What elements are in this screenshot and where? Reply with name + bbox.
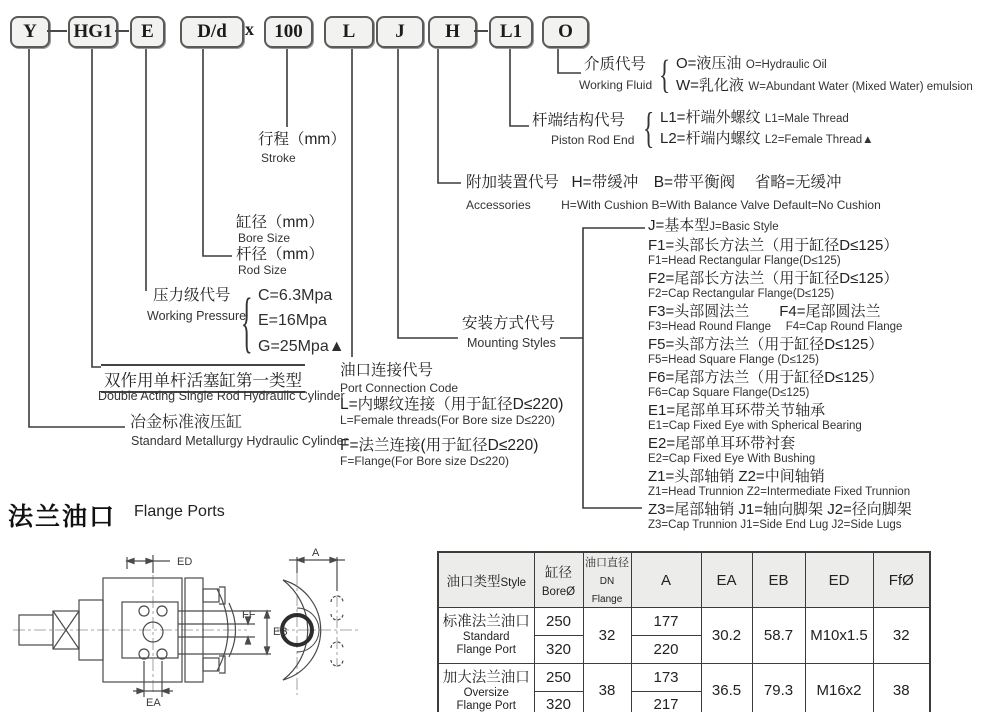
mounting-styles-list [648,217,912,534]
accessories-row-cn [466,174,841,192]
port-connection-f-cn: F=法兰连接(用于缸径D≤220) [340,437,539,454]
cell-dn: 38 [598,682,616,700]
rod-end-option-l1 [660,109,849,127]
dash-icon [115,30,129,32]
multiply-sign: x [245,19,254,39]
cell-style-cn: 标准法兰油口 [442,614,530,630]
rod-end-label-en: Piston Rod End [551,133,635,147]
rod-size-label-en: Rod Size [238,263,287,277]
header-eb: EB [752,552,805,608]
mounting-item-cn: Z3=尾部轴销 J1=轴向脚架 J2=径向脚架 [648,501,912,518]
cell-style-en2: Flange Port [456,644,516,656]
header-style-cn: 油口类型 [446,573,501,589]
header-style [438,552,534,608]
fluid-o-cn: O=液压油 [676,55,742,72]
mounting-item [648,303,912,334]
accessories-label-en: Accessories [466,198,531,212]
port-connection-l-cn: L=内螺纹连接（用于缸径D≤220) [340,396,564,413]
port-connection-label-cn: 油口连接代号 [340,362,434,379]
fluid-w-cn: W=乳化液 [676,77,744,94]
fluid-option-o [676,55,827,73]
code-box-o: O [542,16,589,48]
mounting-item-en: F5=Head Square Flange (D≤125) [648,354,819,366]
cell-style-standard [438,608,534,664]
std-cylinder-label-cn: 冶金标准液压缸 [130,414,243,431]
fluid-option-w [676,77,973,95]
code-box-l: L [324,16,374,48]
header-dn-cn: 油口直径 [585,557,629,569]
brace-icon: { [643,104,655,152]
mounting-item [648,402,912,433]
cell-dn: 32 [598,626,616,644]
cell-ea: 30.2 [711,626,742,644]
dim-label-eb: EB [273,626,288,638]
rod-end-option-l2 [660,130,874,148]
header-style-en: Style [500,576,527,589]
mounting-item-cn: F1=头部长方法兰（用于缸径D≤125） [648,237,899,254]
working-fluid-label-en: Working Fluid [579,78,653,92]
cell-style-en1: Standard [462,631,510,643]
flange-ports-table [437,551,931,712]
header-dn [583,552,631,608]
header-bore-en: BoreØ [541,585,576,598]
table-header-row [438,552,930,608]
mounting-item [648,501,912,532]
pressure-label-cn: 压力级代号 [153,287,231,304]
brace-icon: { [241,286,253,361]
cell-style-en2: Flange Port [456,699,516,712]
mounting-item-en: Z1=Head Trunnion Z2=Intermediate Fixed Trunnion [648,486,911,498]
std-cylinder-label-en: Standard Metallurgy Hydraulic Cylinder [131,434,348,448]
table-row [438,664,930,692]
mounting-item-cn: Z1=头部轴销 Z2=中间轴销 [648,468,825,485]
mounting-item-en: F1=Head Rectangular Flange(D≤125) [648,255,841,267]
code-box-e: E [130,16,165,48]
pressure-option-c: C=6.3Mpa [258,287,333,304]
mounting-label-cn: 安装方式代号 [462,315,556,332]
header-dn-en: DN Flange [591,576,623,605]
port-connection-f-en: F=Flange(For Bore size D≤220) [340,454,509,468]
dash-icon [47,30,67,32]
rod-end-l1-cn: L1=杆端外螺纹 [660,109,761,126]
cell-style-oversize [438,664,534,712]
mounting-item [648,217,912,235]
cylinder-type1-label-cn: 双作用单杆活塞缸第一类型 [101,364,305,393]
cell-eb: 79.3 [763,682,794,700]
flange-port-drawing [5,545,435,710]
port-connection-label-en: Port Connection Code [340,381,459,395]
code-box-100: 100 [264,16,313,48]
mounting-item-en: J=Basic Style [709,221,779,233]
pressure-label-en: Working Pressure [147,309,247,323]
port-connection-l-en: L=Female threads(For Bore size D≤220) [340,413,556,427]
cell-a: 173 [653,668,679,686]
accessories-items-cn: H=带缓冲 B=带平衡阀 省略=无缓冲 [571,174,842,191]
mounting-item-cn: F6=尾部方法兰（用于缸径D≤125） [648,369,884,386]
header-a: A [631,552,701,608]
mounting-item-cn: F2=尾部长方法兰（用于缸径D≤125） [648,270,899,287]
header-ff: FfØ [873,552,930,608]
rod-end-label-cn: 杆端结构代号 [532,112,626,129]
cell-style-cn: 加大法兰油口 [442,669,530,686]
mounting-item-cn: F5=头部方法兰（用于缸径D≤125） [648,336,884,353]
mounting-item [648,270,912,301]
cell-a: 217 [653,696,679,712]
header-ed: ED [805,552,873,608]
mounting-item-en: Z3=Cap Trunnion J1=Side End Lug J2=Side Lugs [648,519,902,531]
mounting-item-en: E2=Cap Fixed Eye With Bushing [648,453,816,465]
dash-icon [474,30,488,32]
dim-label-ea: EA [146,697,161,709]
mounting-item [648,468,912,499]
stroke-label-en: Stroke [261,151,296,165]
accessories-row-en [466,196,881,214]
mounting-item [648,336,912,367]
fluid-o-en: O=Hydraulic Oil [745,59,827,71]
dim-label-ff: FF [242,609,256,621]
cell-bore: 250 [545,668,572,686]
flange-ports-heading-cn: 法兰油口 [8,504,117,531]
mounting-label-en: Mounting Styles [467,336,556,350]
header-bore-cn: 缸径 [545,564,572,580]
cell-style-en1: Oversize [463,686,509,699]
rod-size-label-cn: 杆径（mm） [236,246,324,263]
cell-bore: 250 [545,612,572,630]
cell-a: 177 [653,612,679,630]
rod-end-l2-en: L2=Female Thread▲ [764,134,874,146]
cell-ea: 36.5 [711,682,742,700]
mounting-item [648,435,912,466]
header-bore [534,552,583,608]
mounting-item-en: F3=Head Round Flange F4=Cap Round Flange [648,321,903,333]
stroke-label-cn: 行程（mm） [258,131,346,148]
bore-size-label-en: Bore Size [238,231,291,245]
accessories-label-cn: 附加装置代号 [466,174,560,191]
mounting-item-en: F2=Cap Rectangular Flange(D≤125) [648,288,835,300]
dim-label-ed: ED [177,556,193,568]
code-box-j: J [376,16,424,48]
table-row [438,608,930,636]
cell-a: 220 [653,640,679,658]
cylinder-type1-label-en: Double Acting Single Rod Hydraulic Cylinder [98,389,345,403]
rod-end-l2-cn: L2=杆端内螺纹 [660,130,761,147]
working-fluid-label-cn: 介质代号 [584,56,647,73]
mounting-item [648,369,912,400]
code-box-h: H [428,16,477,48]
cell-ff: 32 [892,626,910,644]
dim-label-a: A [312,547,320,559]
fluid-w-en: W=Abundant Water (Mixed Water) emulsion [748,81,973,93]
brace-icon: { [659,52,671,97]
code-box-hg1: HG1 [68,16,118,48]
cell-eb: 58.7 [763,626,794,644]
mounting-item-cn: E2=尾部单耳环带衬套 [648,435,796,452]
rod-end-l1-en: L1=Male Thread [764,113,849,125]
pressure-option-g: G=25Mpa▲ [258,338,345,355]
code-box-y: Y [10,16,50,48]
bore-size-label-cn: 缸径（mm） [236,214,324,231]
mounting-item-en: F6=Cap Square Flange(D≤125) [648,387,810,399]
accessories-items-en: H=With Cushion B=With Balance Valve Default=No Cushion [561,198,881,212]
port-connection-block [340,361,563,468]
cell-bore: 320 [545,640,572,658]
mounting-item-cn: J=基本型 [648,217,710,234]
cell-ff: 38 [892,682,910,700]
header-ea: EA [701,552,752,608]
cell-ed: M10x1.5 [810,626,868,644]
flange-ports-heading-en: Flange Ports [134,503,225,520]
mounting-item [648,237,912,268]
pressure-option-e: E=16Mpa [258,312,327,329]
code-box-l1: L1 [489,16,533,48]
cell-ed: M16x2 [816,682,862,700]
code-box-dd: D/d [180,16,244,48]
mounting-item-cn: F3=头部圆法兰 F4=尾部圆法兰 [648,303,881,320]
mounting-item-en: E1=Cap Fixed Eye with Spherical Bearing [648,420,862,432]
mounting-item-cn: E1=尾部单耳环带关节轴承 [648,402,826,419]
cell-bore: 320 [545,696,572,712]
